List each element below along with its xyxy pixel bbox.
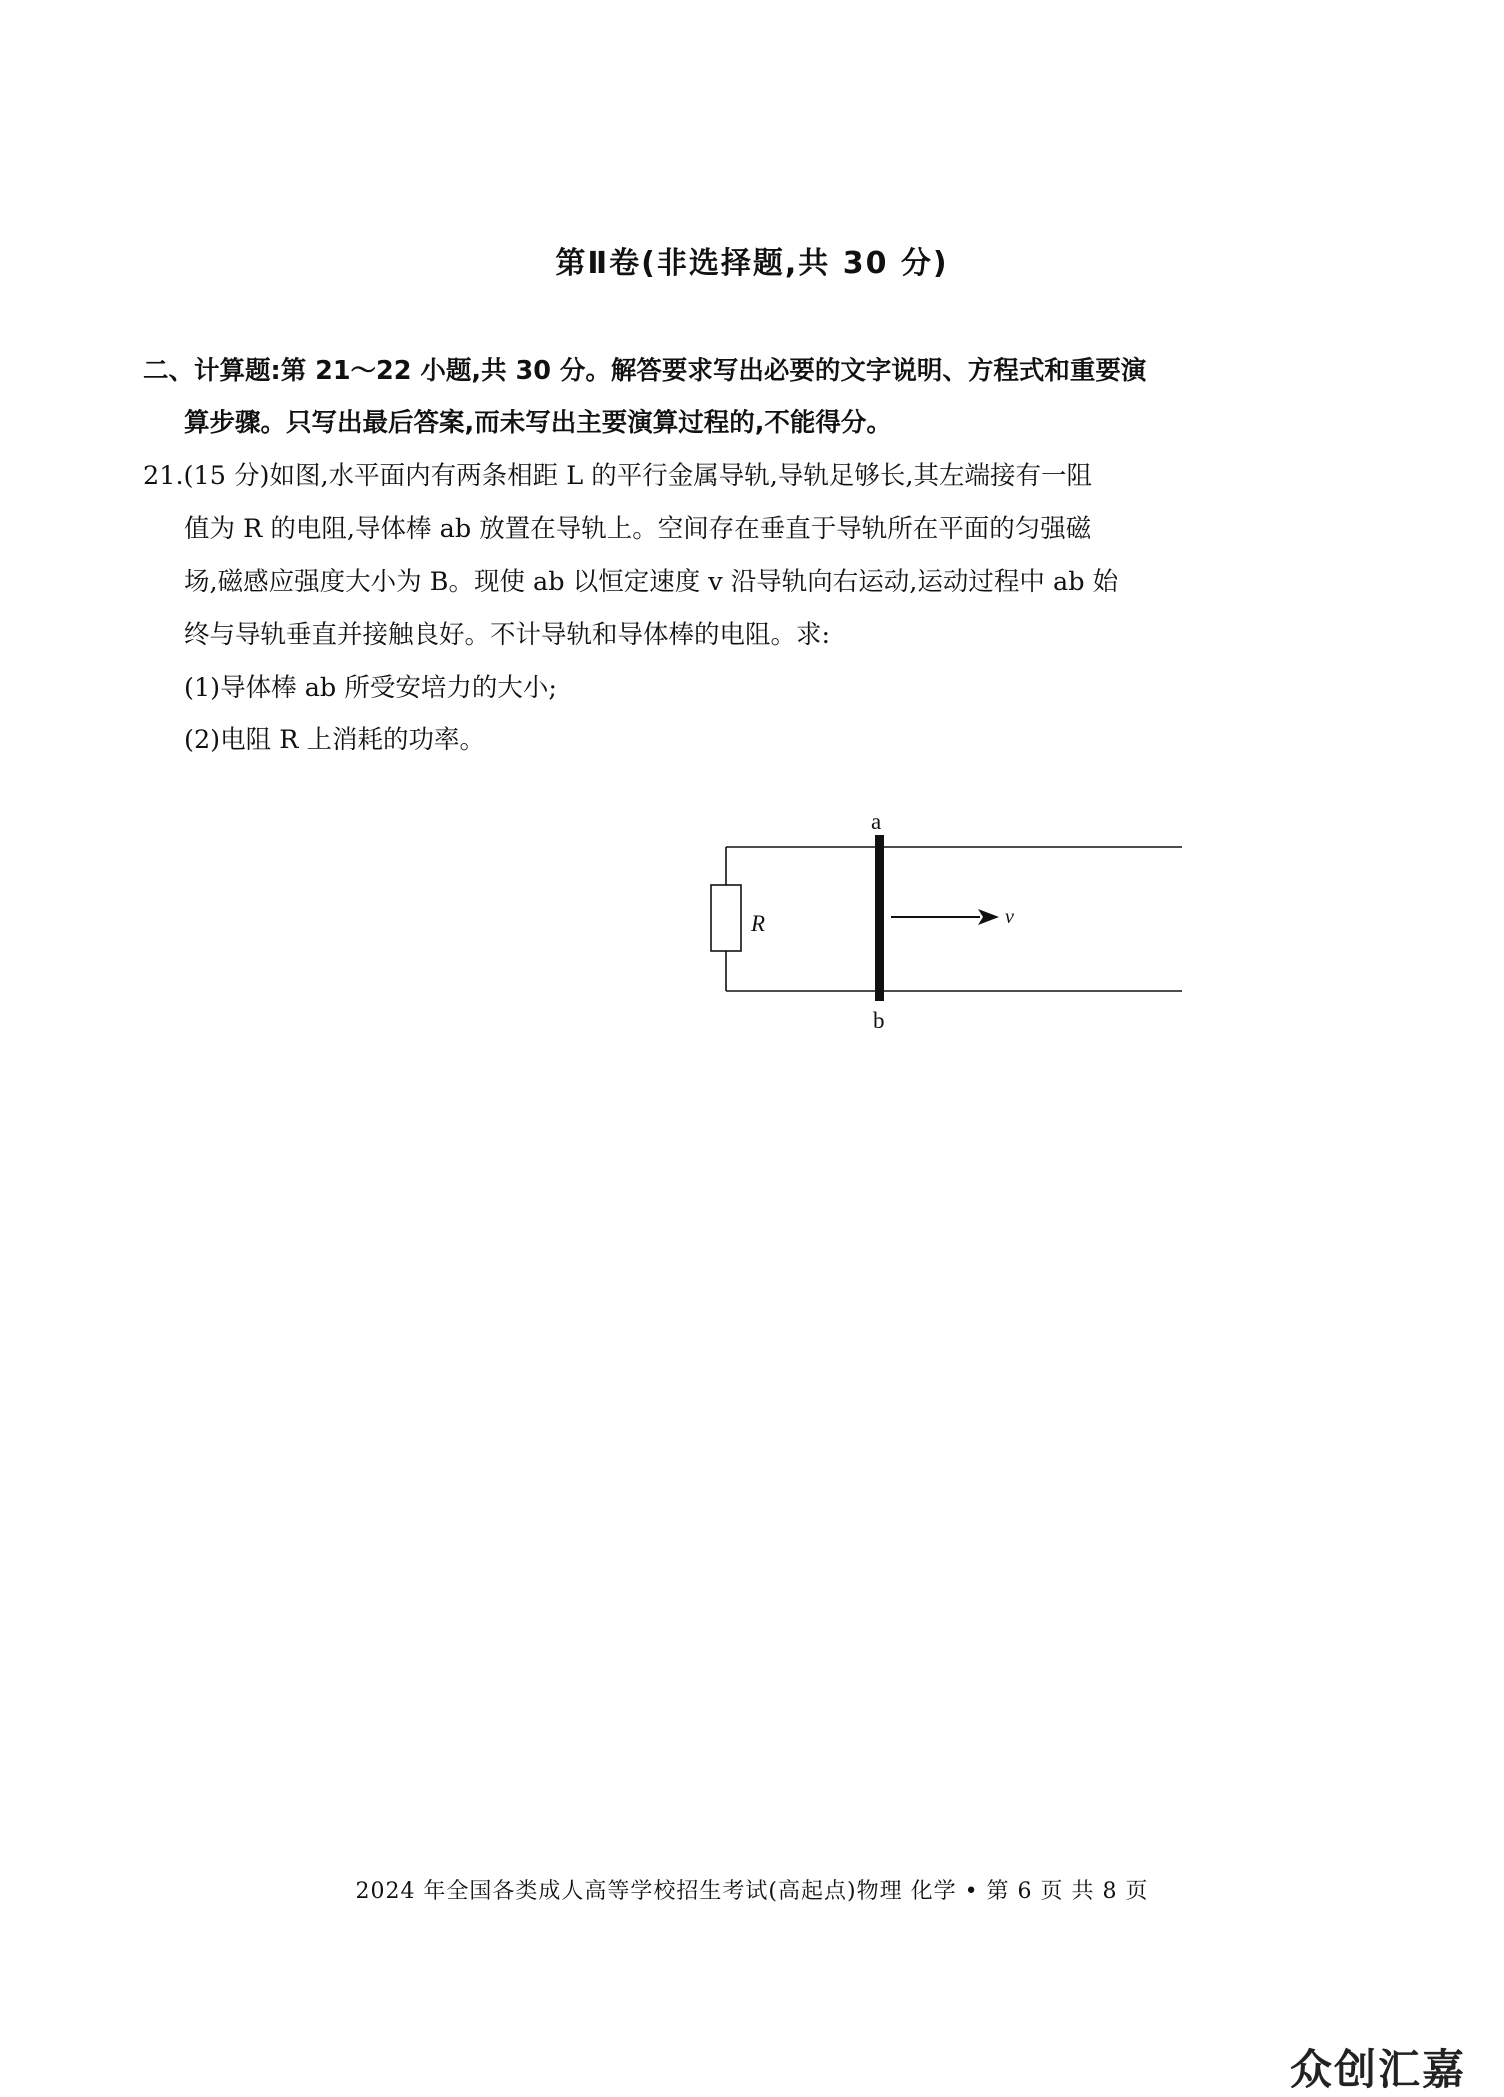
question-line-2: 值为 R 的电阻,导体棒 ab 放置在导轨上。空间存在垂直于导轨所在平面的匀强磁 <box>184 514 1092 544</box>
velocity-label: v <box>1005 906 1014 928</box>
section-title: 第Ⅱ卷(非选择题,共 30 分) <box>555 246 949 281</box>
label-b: b <box>873 1008 885 1033</box>
page-footer: 2024 年全国各类成人高等学校招生考试(高起点)物理 化学 • 第 6 页 共 8 页 <box>355 1879 1149 1904</box>
question-line-3: 场,磁感应强度大小为 B。现使 ab 以恒定速度 v 沿导轨向右运动,运动过程中 ab 始 <box>184 567 1119 597</box>
question-21 <box>143 450 1243 662</box>
velocity-arrow-head <box>978 909 999 925</box>
question-line-4: 终与导轨垂直并接触良好。不计导轨和导体棒的电阻。求: <box>184 620 831 650</box>
resistor-label: R <box>751 911 766 936</box>
instructions <box>143 345 1243 449</box>
resistor <box>711 885 741 951</box>
sub-question-1: (1)导体棒 ab 所受安培力的大小; <box>184 673 557 703</box>
circuit-diagram <box>690 800 1210 1040</box>
conductor-rod <box>875 835 884 1001</box>
watermark-logo: 众创汇嘉 <box>1290 2045 1467 2094</box>
label-a: a <box>871 809 882 834</box>
instructions-line-2: 算步骤。只写出最后答案,而未写出主要演算过程的,不能得分。 <box>184 408 892 438</box>
question-line-1: 21.(15 分)如图,水平面内有两条相距 L 的平行金属导轨,导轨足够长,其左端接有一阻 <box>143 461 1092 491</box>
sub-question-2: (2)电阻 R 上消耗的功率。 <box>184 725 486 755</box>
instructions-line-1: 二、计算题:第 21～22 小题,共 30 分。解答要求写出必要的文字说明、方程式和重要演 <box>143 356 1147 386</box>
